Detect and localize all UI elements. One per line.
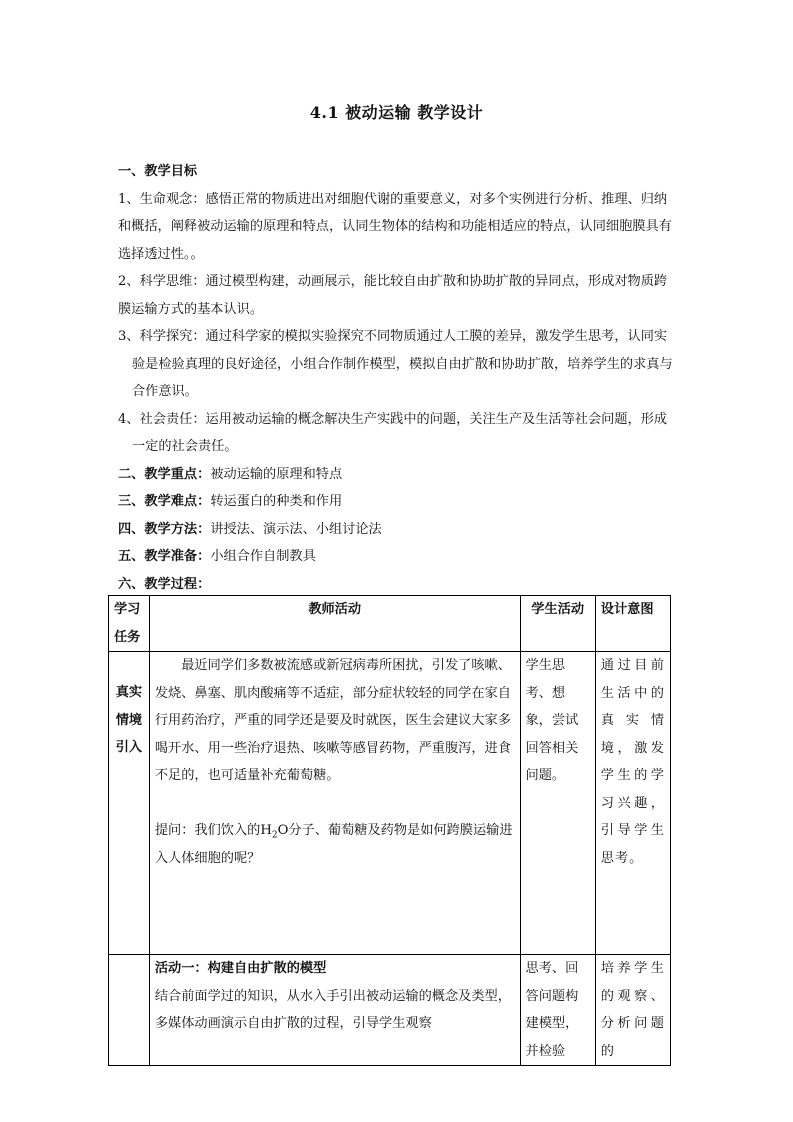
- header-task: 学习任务: [109, 596, 150, 652]
- student-cell: 学生思考、想象，尝试回答相关问题。: [520, 652, 595, 955]
- task-cell: [109, 955, 150, 1066]
- question-suffix: O分子、葡萄糖及药物是如何跨膜运输进入人体细胞的呢？: [154, 823, 513, 866]
- teacher-paragraph: 最近同学们多数被流感或新冠病毒所困扰，引发了咳嗽、发烧、鼻塞、肌肉酸痛等不适症，部分症状较轻的同学在家自行用药治疗，严重的同学还是要及时就医，医生会建议大家多喝开水、用一些治疗退热、咳嗽等感冒药物，严重腹泻，进食不足的，也可适量补充葡萄糖。: [154, 658, 511, 783]
- section-key-points: [118, 461, 674, 489]
- table-row: [109, 955, 671, 1066]
- task-cell: 真实情境引入: [109, 652, 150, 955]
- section-heading-process: 六、教学过程：: [118, 576, 211, 592]
- teacher-cell: [149, 955, 520, 1066]
- section-text: 小组合作自制教具: [210, 549, 316, 564]
- section-label: 三、教学难点：: [118, 494, 211, 509]
- objective-item: 1、生命观念：感悟正常的物质进出对细胞代谢的重要意义，对多个实例进行分析、推理、归纳和概括，阐释被动运输的原理和特点，认同生物体的结构和功能相适应的特点，认同细胞膜具有选择透过性。。: [118, 191, 672, 262]
- intent-cell: 通过目前生活中的真实情境，激发学生的学习兴趣，引导学生思考。: [595, 652, 670, 955]
- objective-item: 2、科学思维：通过模型构建，动画展示，能比较自由扩散和协助扩散的异同点，形成对物质跨膜运输方式的基本认识。: [118, 274, 668, 317]
- table-header-row: [109, 596, 671, 652]
- document-title: 4.1 被动运输 教学设计: [309, 103, 484, 122]
- header-teacher: 教师活动: [149, 596, 520, 652]
- section-text: 转运蛋白的种类和作用: [210, 494, 343, 509]
- objective-item: 4、社会责任：运用被动运输的概念解决生产实践中的问题，关注生产及生活等社会问题，形成一定的社会责任。: [118, 411, 668, 454]
- header-student: 学生活动: [520, 596, 595, 652]
- activity-heading: 活动一：构建自由扩散的模型: [154, 961, 327, 976]
- section-label: 五、教学准备：: [118, 549, 211, 564]
- document-body: [118, 158, 674, 598]
- intent-cell: 培养学生的观察、分析问题的: [595, 955, 670, 1066]
- teacher-paragraph: 结合前面学过的知识，从水入手引出被动运输的概念及类型，多媒体动画演示自由扩散的过程，引导学生观察: [154, 988, 511, 1031]
- teaching-process-table: [108, 595, 671, 1066]
- section-difficulties: [118, 488, 674, 516]
- objective-item: 3、科学探究：通过科学家的模拟实验探究不同物质通过人工膜的差异，激发学生思考，认同实验是检验真理的良好途径，小组合作制作模型，模拟自由扩散和协助扩散，培养学生的求真与合作意识。: [118, 329, 673, 399]
- header-intent: 设计意图: [595, 596, 670, 652]
- question-prefix: 提问：我们饮入的H: [154, 823, 272, 838]
- teacher-question: [155, 817, 515, 872]
- section-methods: [118, 516, 674, 544]
- table-row: [109, 652, 671, 955]
- section-heading-objectives: 一、教学目标: [118, 164, 198, 179]
- teacher-cell: [149, 652, 520, 955]
- section-label: 二、教学重点：: [118, 466, 211, 482]
- section-text: 讲授法、演示法、小组讨论法: [210, 521, 382, 537]
- student-cell: 思考、回答问题构建模型，并检验: [520, 955, 595, 1066]
- section-text: 被动运输的原理和特点: [210, 466, 343, 482]
- section-label: 四、教学方法：: [118, 521, 211, 537]
- section-preparation: [118, 543, 674, 571]
- question-subscript: 2: [271, 830, 278, 841]
